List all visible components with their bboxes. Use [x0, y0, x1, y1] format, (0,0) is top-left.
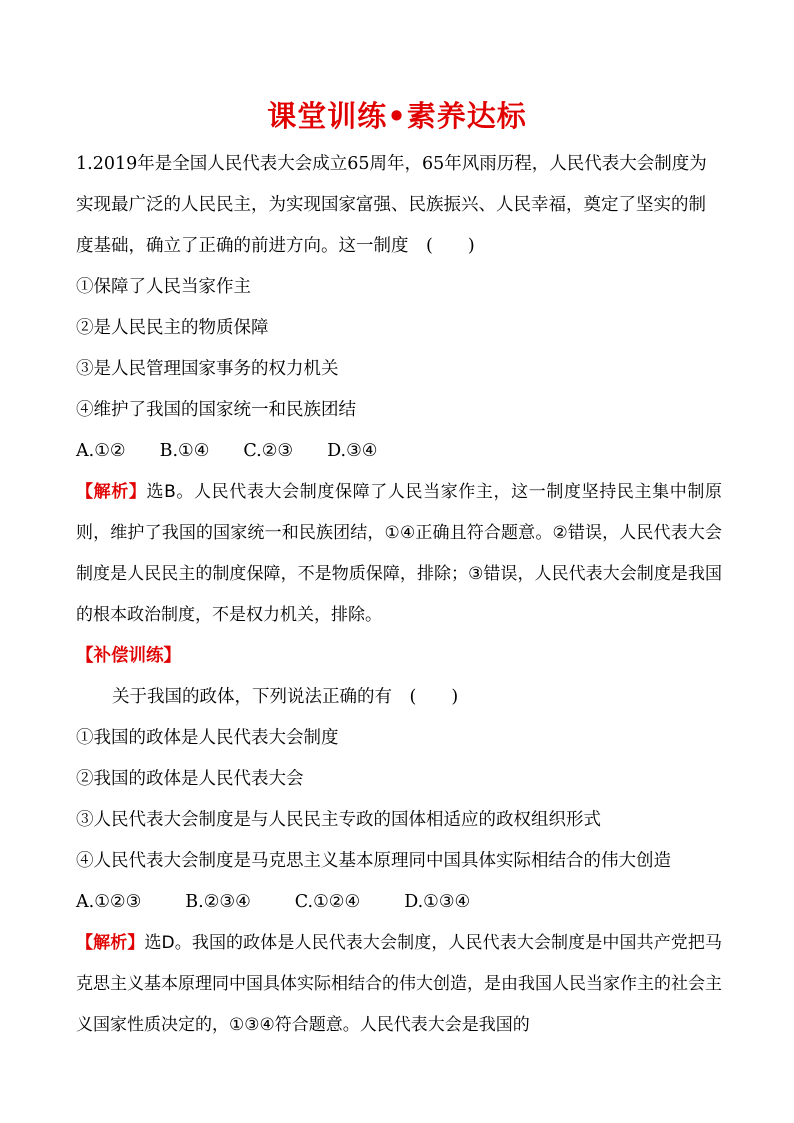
- supplement-analysis-tag: 【解析】: [76, 933, 145, 953]
- question-1-item-2: ②是人民民主的物质保障: [76, 318, 269, 338]
- question-1-item-4: ④维护了我国的国家统一和民族团结: [76, 400, 356, 420]
- document-body: [76, 144, 722, 1046]
- question-1-item-1: ①保障了人民当家作主: [76, 277, 251, 297]
- supplement-analysis-text: 选D。我国的政体是人民代表大会制度，人民代表大会制度是中国共产党把马克思主义基本原理同中国具体实际相结合的伟大创造，是由我国人民当家作主的社会主义国家性质决定的，①③④符合题意。人民代表大会是我国的: [76, 933, 723, 1035]
- supplement-heading: [76, 636, 722, 677]
- supplement-item-1: ①我国的政体是人民代表大会制度: [76, 728, 339, 748]
- supplement-tag: 【补偿训练】: [76, 646, 181, 666]
- question-1-analysis-tag: 【解析】: [76, 482, 147, 502]
- question-1-option-c: C.②③: [243, 441, 294, 461]
- page-title: 课堂训练•素养达标: [267, 99, 527, 133]
- question-1-option-b: B.①④: [159, 441, 210, 461]
- supplement-item-4: ④人民代表大会制度是马克思主义基本原理同中国具体实际相结合的伟大创造: [76, 851, 671, 871]
- question-1-option-a: A.①②: [76, 441, 126, 461]
- question-1-item-3: ③是人民管理国家事务的权力机关: [76, 359, 339, 379]
- question-1-analysis: [76, 472, 722, 636]
- supplement-options: [76, 882, 722, 923]
- supplement-option-c: C.①②④: [294, 892, 361, 912]
- supplement-analysis: [76, 923, 722, 1046]
- question-1-stem: 1.2019年是全国人民代表大会成立65周年，65年风雨历程，人民代表大会制度为实现最广泛的人民民主，为实现国家富强、民族振兴、人民幸福，奠定了坚实的制度基础，确立了正确的前进方向。这一制度 ( ): [76, 154, 707, 256]
- question-1-options: [76, 431, 722, 472]
- supplement-option-b: B.②③④: [185, 892, 251, 912]
- question-1-analysis-text: 选B。人民代表大会制度保障了人民当家作主，这一制度坚持民主集中制原则，维护了我国的国家统一和民族团结，①④正确且符合题意。②错误，人民代表大会制度是人民民主的制度保障，不是物质保障，排除；③错误，人民代表大会制度是我国的根本政治制度，不是权力机关，排除。: [76, 482, 722, 625]
- supplement-option-d: D.①③④: [404, 892, 471, 912]
- supplement-item-3: ③人民代表大会制度是与人民民主专政的国体相适应的政权组织形式: [76, 810, 601, 830]
- supplement-item-2: ②我国的政体是人民代表大会: [76, 769, 304, 789]
- supplement-option-a: A.①②③: [76, 892, 142, 912]
- supplement-stem: 关于我国的政体，下列说法正确的有 ( ): [112, 687, 459, 707]
- question-1-option-d: D.③④: [327, 441, 378, 461]
